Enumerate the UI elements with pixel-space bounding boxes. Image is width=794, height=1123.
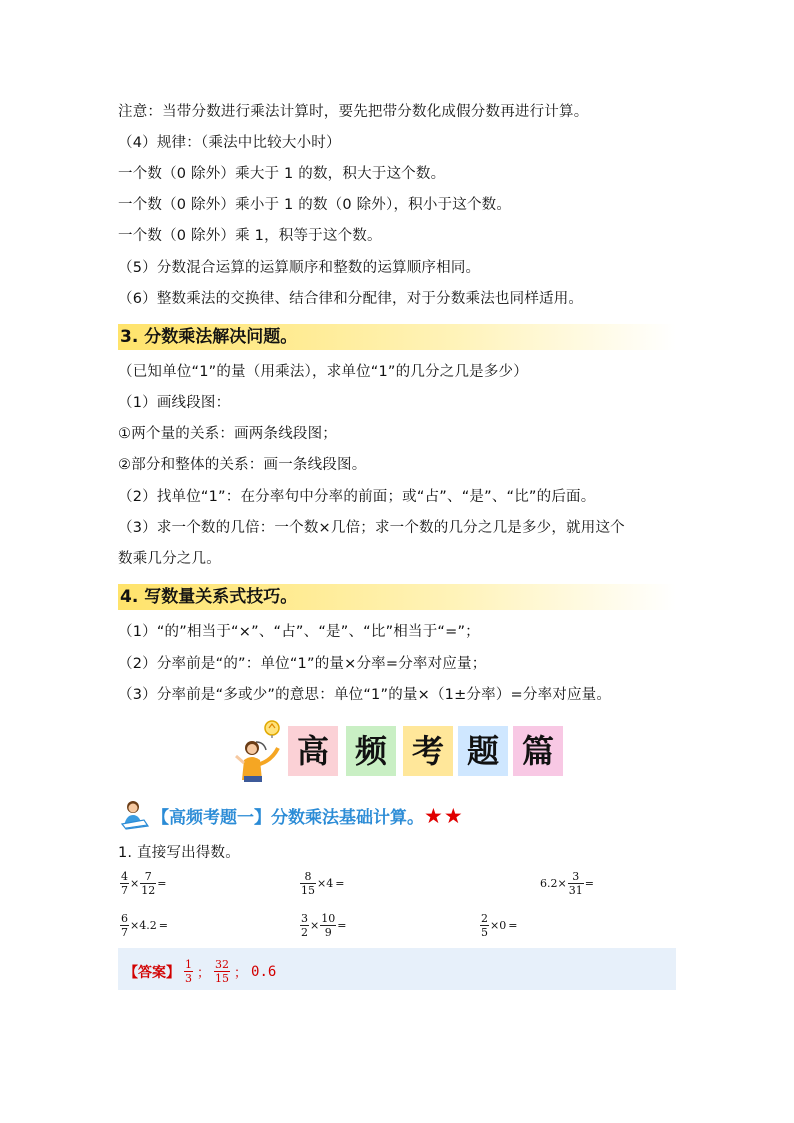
section-3-step-2: （2）找单位“1”：在分率句中分率的前面；或“占”、“是”、“比”的后面。 (118, 489, 596, 505)
note-line: 注意：当带分数进行乘法计算时，要先把带分数化成假分数再进行计算。 (118, 104, 589, 120)
fraction: $\frac{7}{12}$ (141, 870, 156, 897)
exercise-3 (539, 870, 595, 897)
section-3-step-3a: （3）求一个数的几倍：一个数×几倍；求一个数的几分之几是多少，就用这个 (118, 520, 625, 536)
topic-title (152, 804, 464, 830)
section-4-tip-3: （3）分率前是“多或少”的意思：单位“1”的量×（1±分率）=分率对应量。 (118, 687, 612, 703)
operator: × (130, 877, 140, 890)
answer-content (124, 958, 276, 985)
section-4-tip-2: （2）分率前是“的”：单位“1”的量×分率=分率对应量； (118, 656, 487, 672)
answer-box (118, 948, 676, 990)
equals-sign: = (157, 877, 167, 890)
rule-heading: （4）规律：（乘法中比较大小时） (118, 135, 341, 151)
fraction: $\frac{2}{5}$ (481, 912, 488, 939)
section-3-step-1b: ②部分和整体的关系：画一条线段图。 (118, 457, 367, 473)
equals-sign: = (337, 919, 347, 932)
section-4-heading: 4. 写数量关系式技巧。 (118, 584, 676, 610)
equals-sign: = (508, 919, 518, 932)
section-3-intro: （已知单位“1”的量（用乘法），求单位“1”的几分之几是多少） (118, 364, 528, 380)
fraction: $\frac{10}{9}$ (321, 912, 336, 939)
section-4-tip-1: （1）“的”相当于“×”、“占”、“是”、“比”相当于“=”； (118, 624, 480, 640)
banner-char-3: 考 (403, 726, 453, 776)
section-3-heading: 3. 分数乘法解决问题。 (118, 324, 676, 350)
operand: 6.2× (540, 877, 567, 890)
exercise-1 (120, 870, 167, 897)
banner-char-4: 题 (458, 726, 508, 776)
operator: ×4 (317, 877, 334, 890)
topic-title-text: 【高频考题一】分数乘法基础计算。 (152, 808, 424, 828)
fraction: $\frac{3}{31}$ (568, 870, 583, 897)
reading-student-icon (120, 798, 150, 830)
answer-3: 0.6 (251, 963, 277, 980)
question-1-prompt: 1. 直接写出得数。 (118, 845, 240, 861)
separator: ； (197, 966, 211, 981)
high-frequency-banner (228, 718, 568, 784)
exercise-6 (480, 912, 518, 939)
equals-sign: = (335, 877, 345, 890)
rule-line-1: 一个数（0 除外）乘大于 1 的数，积大于这个数。 (118, 166, 446, 182)
answer-label: 【答案】 (124, 964, 180, 981)
section-3-step-1a: ①两个量的关系：画两条线段图； (118, 426, 337, 442)
fraction: $\frac{8}{15}$ (301, 870, 315, 897)
equals-sign: = (584, 877, 594, 890)
separator: ； (234, 966, 248, 981)
operator: × (310, 919, 320, 932)
equals-sign: = (158, 919, 168, 932)
section-3-step-3b: 数乘几分之几。 (118, 551, 221, 567)
answer-1: $\frac{1}{3}$ (185, 958, 192, 985)
fraction: $\frac{3}{2}$ (301, 912, 308, 939)
item-5: （5）分数混合运算的运算顺序和整数的运算顺序相同。 (118, 260, 481, 276)
operator: ×0 (490, 919, 507, 932)
item-6: （6）整数乘法的交换律、结合律和分配律，对于分数乘法也同样适用。 (118, 291, 584, 307)
fraction: $\frac{4}{7}$ (121, 870, 128, 897)
exercise-5 (300, 912, 347, 939)
banner-char-2: 频 (346, 726, 396, 776)
exercise-4 (120, 912, 169, 939)
banner-char-1: 高 (288, 726, 338, 776)
answer-2: $\frac{32}{15}$ (215, 958, 230, 985)
section-3-step-1: （1）画线段图： (118, 395, 231, 411)
fraction: $\frac{6}{7}$ (121, 912, 128, 939)
student-idea-icon (228, 718, 290, 784)
operator: ×4.2 (130, 919, 157, 932)
exercise-2 (300, 870, 345, 897)
rule-line-2: 一个数（0 除外）乘小于 1 的数（0 除外），积小于这个数。 (118, 197, 512, 213)
difficulty-stars: ★★ (424, 804, 464, 828)
rule-line-3: 一个数（0 除外）乘 1，积等于这个数。 (118, 228, 382, 244)
banner-char-5: 篇 (513, 726, 563, 776)
